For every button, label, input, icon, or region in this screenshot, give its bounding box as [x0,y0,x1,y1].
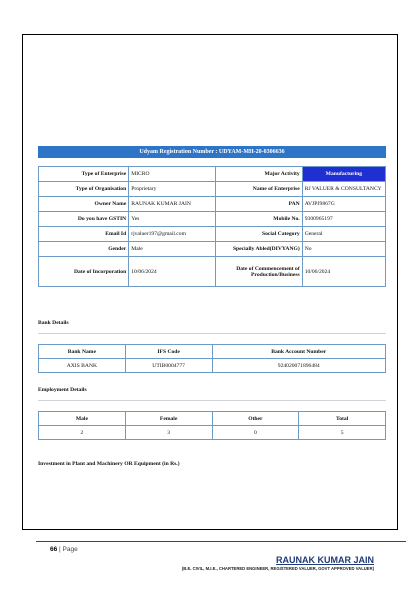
table-header-row [39,412,386,426]
specially-abled-value: No [302,242,385,257]
table-row [39,426,386,440]
page-number [50,546,78,553]
date-of-incorporation-value: 10/06/2024 [129,257,216,287]
table-row [39,212,386,227]
registration-label: Udyam Registration Number [139,149,214,155]
mobile-value: 9300965197 [302,212,385,227]
owner-name-label: Owner Name [39,197,129,212]
table-row [39,167,386,182]
table-row [39,182,386,197]
total-header: Total [299,412,386,426]
date-of-commencement-label: Date of Commencement of Production/Business [215,257,302,287]
bank-details-heading: Bank Details [38,320,69,326]
gstin-value: Yes [129,212,216,227]
male-count: 2 [39,426,126,440]
email-value: rjvaluer197@gmail.com [129,227,216,242]
female-header: Female [125,412,212,426]
enterprise-details-table [38,166,386,287]
page-number-value: 66 [50,546,58,553]
bank-details-table [38,344,386,373]
bank-name-header: Bank Name [39,345,126,359]
male-header: Male [39,412,126,426]
section-divider [38,333,386,334]
footer-author-name: RAUNAK KUMAR JAIN [276,555,374,565]
type-of-enterprise-value: MICRO [129,167,216,182]
employment-details-table [38,411,386,440]
specially-abled-label: Specially Abled(DIVYANG) [215,242,302,257]
gstin-label: Do you have GSTIN [39,212,129,227]
other-header: Other [212,412,299,426]
gender-value: Male [129,242,216,257]
account-number-value: 924020071896484 [212,359,386,373]
name-of-enterprise-value: RJ VALUER & CONSULTANCY [302,182,385,197]
registration-number: UDYAM-MH-20-0306636 [218,149,285,155]
ifs-code-value: UTIB0004777 [125,359,212,373]
table-row [39,227,386,242]
mobile-label: Mobile No. [215,212,302,227]
major-activity-label: Major Activity [215,167,302,182]
bank-name-value: AXIS BANK [39,359,126,373]
ifs-code-header: IFS Code [125,345,212,359]
gender-label: Gender [39,242,129,257]
udyam-registration-bar [38,146,386,158]
employment-details-heading: Employment Details [38,387,87,393]
female-count: 3 [125,426,212,440]
table-header-row [39,345,386,359]
investment-heading: Investment in Plant and Machinery OR Equipment (in Rs.) [38,461,180,467]
table-row [39,197,386,212]
type-of-organisation-label: Type of Organisation [39,182,129,197]
type-of-enterprise-label: Type of Enterprise [39,167,129,182]
table-row [39,242,386,257]
page-label: | Page [59,546,78,553]
social-category-label: Social Category [215,227,302,242]
pan-label: PAN [215,197,302,212]
date-of-commencement-value: 10/06/2024 [302,257,385,287]
date-of-incorporation-label: Date of Incorporation [39,257,129,287]
other-count: 0 [212,426,299,440]
table-row [39,359,386,373]
social-category-value: General [302,227,385,242]
major-activity-value: Manufacturing [302,167,385,182]
account-number-header: Bank Account Number [212,345,386,359]
registration-separator: : [215,149,218,155]
footer-qualifications: (B.E. CIVIL, M.I.E., CHARTERED ENGINEER, REGISTERED VALUER, GOVT APPROVED VALUER) [181,566,374,571]
type-of-organisation-value: Proprietary [129,182,216,197]
owner-name-value: RAUNAK KUMAR JAIN [129,197,216,212]
pan-value: AVJPJ9867G [302,197,385,212]
email-label: Email Id [39,227,129,242]
total-count: 5 [299,426,386,440]
section-divider [38,400,386,401]
table-row [39,257,386,287]
footer-divider [36,541,406,542]
name-of-enterprise-label: Name of Enterprise [215,182,302,197]
